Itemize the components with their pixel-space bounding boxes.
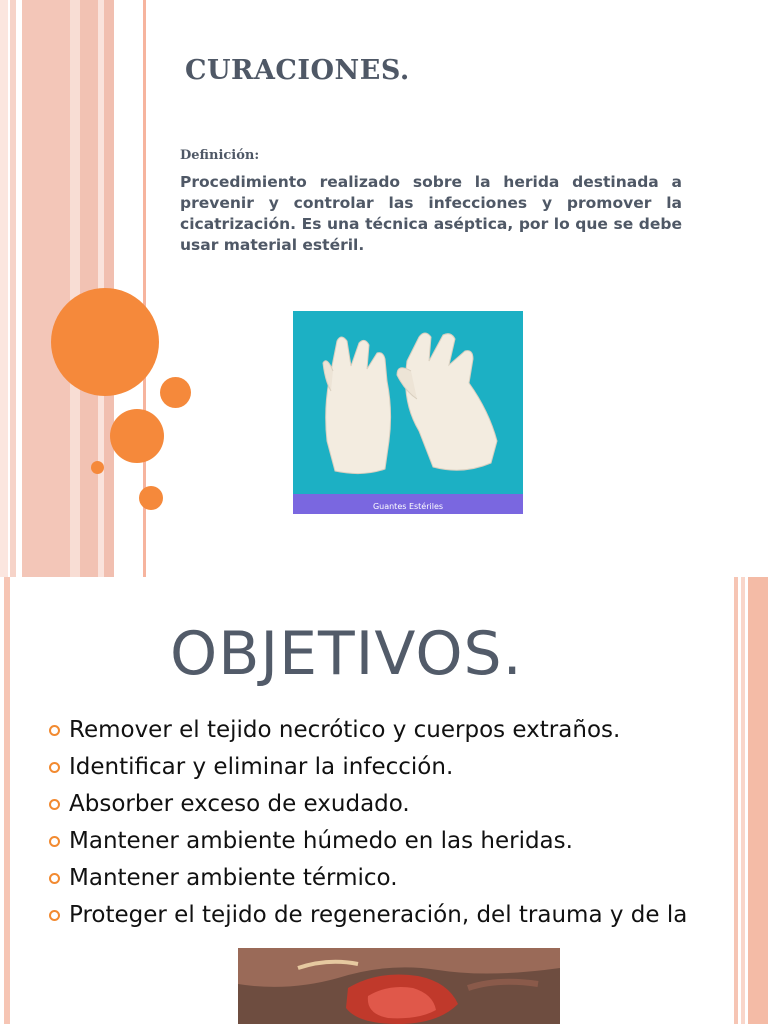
circle-bullet-icon — [49, 873, 60, 884]
circle-bullet-icon — [49, 762, 60, 773]
list-item: Absorber exceso de exudado. — [48, 789, 708, 819]
list-item: Remover el tejido necrótico y cuerpos extraños. — [48, 715, 708, 745]
circle-bullet-icon — [49, 799, 60, 810]
list-item: Identificar y eliminar la infección. — [48, 752, 708, 782]
list-item: Mantener ambiente térmico. — [48, 863, 708, 893]
left-edge-stripe — [4, 577, 10, 1024]
gloves-illustration — [293, 311, 523, 494]
decorative-circle-small — [139, 486, 163, 510]
right-edge-stripe — [748, 577, 768, 1024]
decorative-circle-small — [160, 377, 191, 408]
circle-bullet-icon — [49, 910, 60, 921]
list-item: Proteger el tejido de regeneración, del trauma y de la — [48, 900, 708, 930]
objectives-list — [48, 715, 708, 937]
page-title: CURACIONES. — [185, 55, 410, 86]
decorative-circle-medium — [110, 409, 164, 463]
right-edge-stripe — [741, 577, 745, 1024]
definition-text: Procedimiento realizado sobre la herida destinada a prevenir y controlar las infecciones y promover la cicatrización. Es una técnica aséptica, por lo que se debe usar material estéril. — [180, 173, 682, 254]
image-caption: Guantes Estériles — [372, 502, 444, 511]
decorative-circle-tiny — [91, 461, 104, 474]
decorative-stripes — [0, 0, 150, 577]
slide-objetivos — [0, 577, 768, 1024]
right-edge-stripe — [734, 577, 738, 1024]
section-title: OBJETIVOS. — [170, 619, 523, 689]
circle-bullet-icon — [49, 836, 60, 847]
list-item: Mantener ambiente húmedo en las heridas. — [48, 826, 708, 856]
definition-label: Definición: — [180, 148, 260, 163]
decorative-circle-large — [51, 288, 159, 396]
wound-illustration — [238, 948, 560, 1024]
wound-photo — [238, 948, 560, 1024]
sterile-gloves-image — [293, 311, 523, 514]
circle-bullet-icon — [49, 725, 60, 736]
